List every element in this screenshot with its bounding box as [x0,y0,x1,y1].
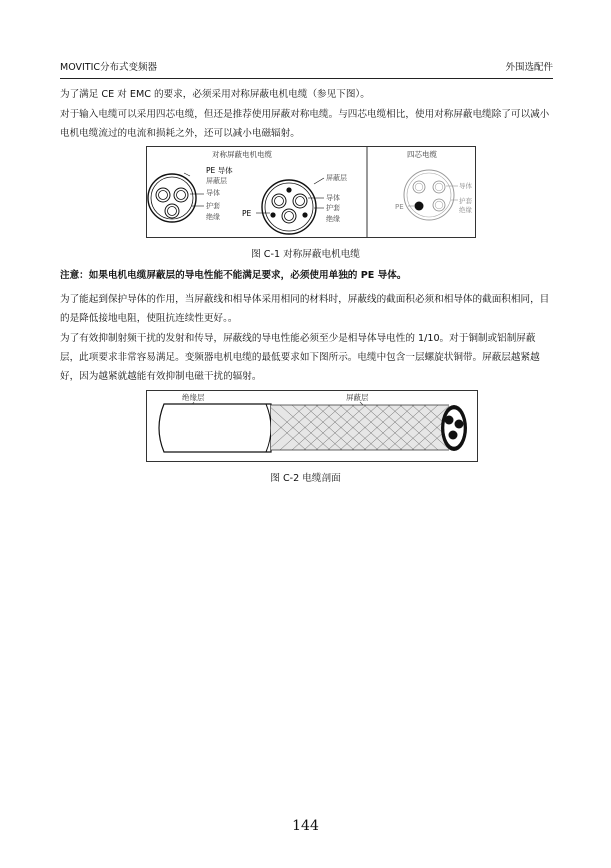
label-pe-b: PE [242,209,252,218]
note-pe-conductor: 注意：如果电机电缆屏蔽层的导电性能不能满足要求，必须使用单独的 PE 导体。 [60,270,407,281]
label-pe-conductor: PE 导体 [206,166,233,175]
label-pe-c: PE [395,203,404,211]
figure1-right-title: 四芯电缆 [407,150,437,159]
label-insulation-layer: 绝缘层 [182,393,205,402]
figure1-left-title: 对称屏蔽电机电缆 [212,150,272,159]
cable-outer-jacket [159,404,271,452]
label-conductor-b: 导体 [326,194,340,202]
cable-end-cores [441,405,467,451]
header-title: MOVITIC分布式变频器 [60,62,158,73]
label-shield-a: 屏蔽层 [206,177,227,185]
label-insulation-b: 绝缘 [326,215,340,223]
label-conductor-a: 导体 [206,189,220,197]
page-number: 144 [292,818,319,834]
label-sheath-a: 护套 [206,202,220,210]
label-conductor-c: 导体 [459,182,472,190]
figure2-caption: 图 C-2 电缆剖面 [270,473,341,484]
paragraph-protective-conductor: 为了能起到保护导体的作用，当屏蔽线和相导体采用相同的材料时，屏蔽线的截面积必须和相导体的截面积相同，目的是降低接地电阻，使阻抗连续性更好。。 [60,294,550,324]
cable-a-diagram [148,173,204,222]
header-section: 外围选配件 [505,62,553,73]
cable-b-diagram [256,178,324,234]
label-sheath-b: 护套 [326,204,340,212]
label-insulation-c: 绝缘 [459,206,472,214]
label-shield-layer: 屏蔽层 [346,393,369,402]
label-shield-b: 屏蔽层 [326,174,347,182]
paragraph-ce-requirement: 为了满足 CE 对 EMC 的要求，必须采用对称屏蔽电机电缆（参见下图）。 [60,89,370,100]
figure-cable-cross-section [146,390,478,462]
figure-symmetric-shielded-cable [146,146,476,238]
paragraph-input-cable: 对于输入电缆可以采用四芯电缆，但还是推荐使用屏蔽对称电缆。与四芯电缆相比，使用对称屏蔽电缆除了可以减小电机电缆流过的电流和损耗之外，还可以减小电磁辐射。 [60,109,550,139]
header-divider [60,78,553,79]
paragraph-rf-interference: 为了有效抑制射频干扰的发射和传导，屏蔽线的导电性能必须至少是相导体导电性的 1/10。对于铜制或铝制屏蔽层，此项要求非常容易满足。变频器电机电缆的最低要求如下图所示。电缆中包含一层螺旋状铜带。屏蔽层越紧越好，因为越紧就越能有效抑制电磁干扰的辐射。 [60,333,540,382]
four-core-cable-diagram [404,170,458,220]
label-insulation-a: 绝缘 [206,213,220,221]
figure1-caption: 图 C-1 对称屏蔽电机电缆 [251,249,360,260]
label-sheath-c: 护套 [459,197,472,205]
